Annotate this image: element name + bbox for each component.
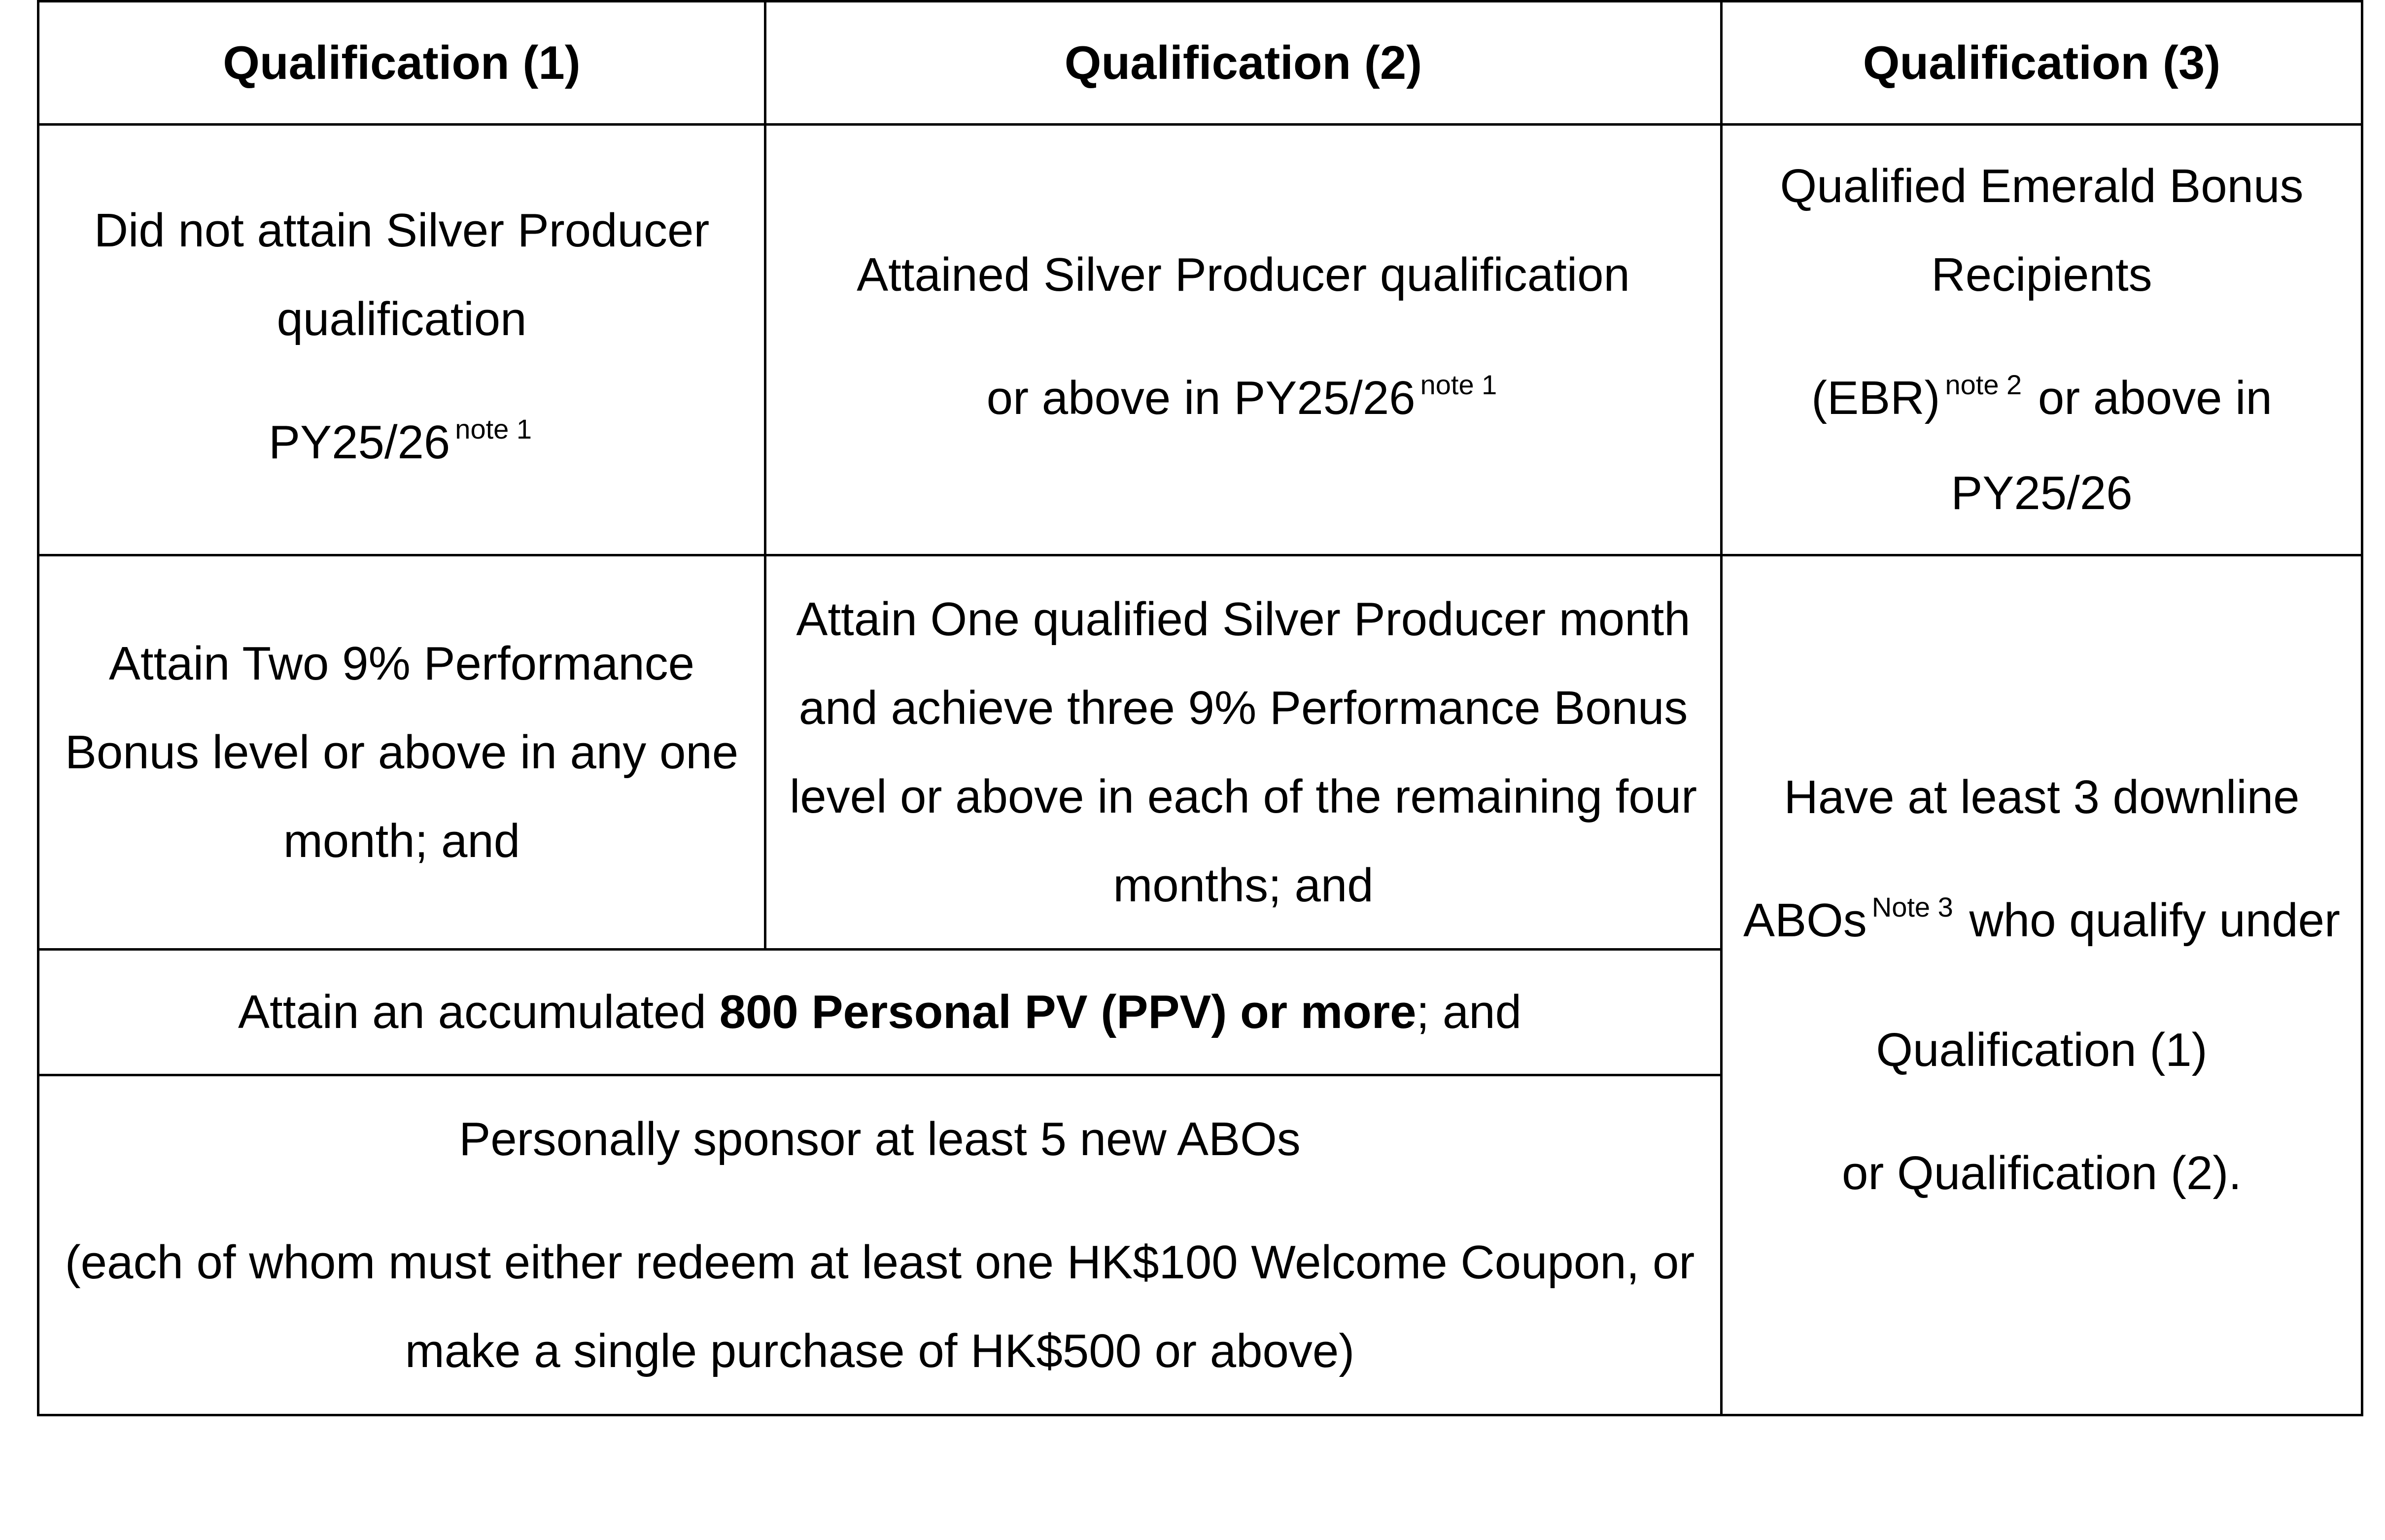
sponsor-line1: Personally sponsor at least 5 new ABOs [459,1112,1301,1165]
sponsor-cell [38,1075,1722,1415]
performance-q2-line4: months; and [1113,858,1374,912]
table-header-row [38,1,2362,125]
status-q3-ebr: (EBR) [1811,372,1940,424]
downline-q3-line1: Have at least 3 downline [1784,770,2300,823]
status-q2-note: note 1 [1420,369,1497,400]
status-q3-above: or above in [2025,372,2272,424]
status-q3-line1: Qualified Emerald Bonus [1780,160,2304,212]
sponsor-line3: make a single purchase of HK$500 or above) [405,1324,1355,1377]
performance-q2-line2: and achieve three 9% Performance Bonus [798,681,1688,734]
status-q3-line2: Recipients [1931,248,2152,301]
status-q1-year: PY25/26 [269,416,450,469]
status-q1-note: note 1 [455,413,532,445]
status-q1-line2: qualification [277,293,527,345]
ppv-suffix: ; and [1416,986,1521,1038]
ppv-cell [38,950,1722,1075]
performance-q1-line1: Attain Two 9% Performance [108,637,695,690]
status-q2-line2 [786,354,1700,449]
downline-q3-note: Note 3 [1871,891,1953,923]
sponsor-line2: (each of whom must either redeem at least one HK$100 Welcome Coupon, or [65,1235,1695,1289]
status-q2-line1: Attained Silver Producer qualification [857,248,1630,301]
performance-q2-line1: Attain One qualified Silver Producer month [796,592,1691,646]
header-qualification-1: Qualification (1) [38,1,765,125]
status-q3-line3 [1742,354,2341,449]
performance-q1-line2: Bonus level or above in any one [65,725,739,779]
status-q1-line3 [59,398,744,493]
ppv-bold: 800 Personal PV (PPV) or more [719,986,1417,1038]
downline-q3-line2 [1742,876,2341,971]
status-q1-line1: Did not attain Silver Producer [94,204,710,257]
downline-q3-qualify: who qualify under [1956,893,2340,947]
downline-q3-line4: or Qualification (2). [1842,1146,2242,1199]
status-q3-note: note 2 [1945,369,2022,400]
performance-q1-line3: month; and [283,814,520,867]
downline-cell-q3 [1722,555,2362,1415]
status-q3-line4: PY25/26 [1951,467,2133,519]
header-qualification-3: Qualification (3) [1722,1,2362,125]
status-q2-year: or above in PY25/26 [986,372,1416,424]
status-row [38,125,2362,555]
status-cell-q2 [765,125,1722,555]
qualification-table [37,0,2363,1416]
performance-row [38,555,2362,950]
status-cell-q1 [38,125,765,555]
performance-q2-line3: level or above in each of the remaining four [789,770,1697,823]
header-qualification-2: Qualification (2) [765,1,1722,125]
performance-cell-q1 [38,555,765,950]
ppv-prefix: Attain an accumulated [238,986,720,1038]
performance-cell-q2 [765,555,1722,950]
status-cell-q3 [1722,125,2362,555]
downline-q3-line3: Qualification (1) [1876,1023,2208,1076]
downline-q3-abos: ABOs [1743,893,1867,947]
